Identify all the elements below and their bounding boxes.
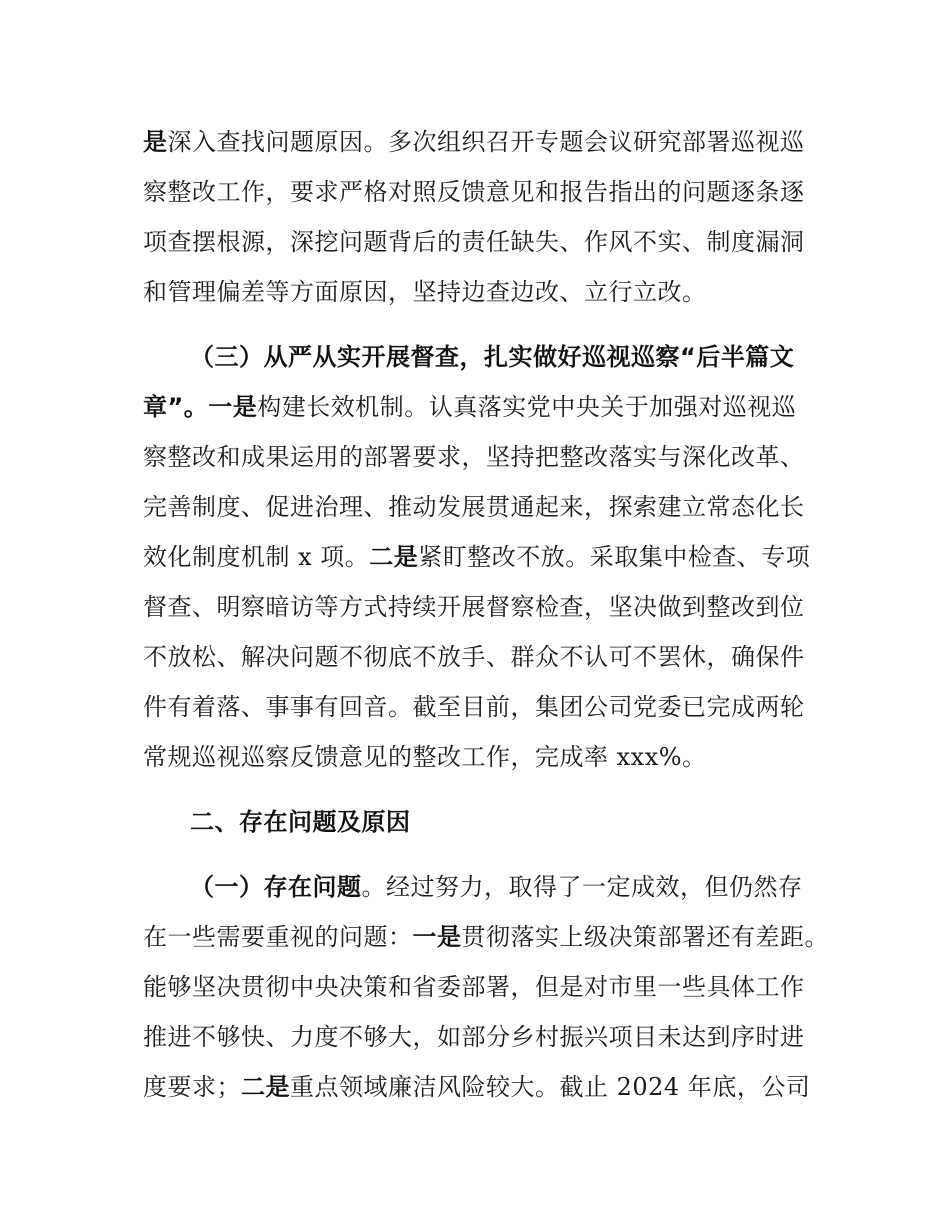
- section-title-line: [190, 802, 411, 842]
- emphasis-text: 二是: [369, 543, 419, 571]
- paragraph-line: [143, 437, 805, 477]
- body-text: 重点领域廉洁风险较大。截止 2024 年底，公司: [290, 1073, 811, 1101]
- body-text: 察整改和成果运用的部署要求，坚持把整改落实与深化改革、: [143, 443, 805, 471]
- paragraph-line: [143, 272, 707, 312]
- emphasis-text: 二是: [241, 1073, 290, 1101]
- body-text: 在一些需要重视的问题：: [143, 923, 413, 951]
- body-text: 推进不够快、力度不够大，如部分乡村振兴项目未达到序时进: [143, 1023, 805, 1051]
- emphasis-text: 章”。一是: [143, 393, 258, 421]
- paragraph-line: [143, 637, 805, 677]
- body-text: 效化制度机制 x 项。: [143, 543, 370, 571]
- body-text: 度要求；: [143, 1073, 241, 1101]
- body-text: 件有着落、事事有回音。截至目前，集团公司党委已完成两轮: [143, 693, 805, 721]
- body-text: 深入查找问题原因。多次组织召开专题会议研究部署巡视巡: [167, 128, 805, 156]
- section-heading: （三）从严从实开展督查，扎实做好巡视巡察“后半篇文: [190, 343, 795, 371]
- section-title: 二、存在问题及原因: [190, 808, 411, 836]
- paragraph-line: [143, 917, 829, 957]
- paragraph-line: [143, 1067, 810, 1107]
- paragraph-line: [143, 687, 805, 727]
- section-heading-line: [190, 337, 794, 377]
- paragraph-line: [143, 737, 707, 777]
- paragraph-line: [143, 1017, 805, 1057]
- paragraph-line: [190, 867, 803, 907]
- paragraph-line: [143, 967, 805, 1007]
- emphasis-text: 是: [143, 128, 168, 156]
- body-text: 项查摆根源，深挖问题背后的责任缺失、作风不实、制度漏洞: [143, 228, 805, 256]
- body-text: 构建长效机制。认真落实党中央关于加强对巡视巡: [257, 393, 797, 421]
- body-text: 察整改工作，要求严格对照反馈意见和报告指出的问题逐条逐: [143, 178, 805, 206]
- paragraph-line: [143, 222, 805, 262]
- paragraph-line: [143, 122, 805, 162]
- body-text: 能够坚决贯彻中央决策和省委部署，但是对市里一些具体工作: [143, 973, 805, 1001]
- subsection-heading: （一）存在问题: [190, 873, 362, 901]
- paragraph-line: [143, 587, 805, 627]
- body-text: 不放松、解决问题不彻底不放手、群众不认可不罢休，确保件: [143, 643, 805, 671]
- body-text: 紧盯整改不放。采取集中检查、专项: [418, 543, 811, 571]
- paragraph-line: [143, 387, 796, 427]
- body-text: 督查、明察暗访等方式持续开展督察检查，坚决做到整改到位: [143, 593, 805, 621]
- body-text: 。经过努力，取得了一定成效，但仍然存: [361, 873, 803, 901]
- paragraph-line: [143, 172, 805, 212]
- body-text: 常规巡视巡察反馈意见的整改工作，完成率 xxx%。: [143, 743, 707, 771]
- emphasis-text: 一是: [412, 923, 462, 951]
- body-text: 完善制度、促进治理、推动发展贯通起来，探索建立常态化长: [143, 493, 805, 521]
- body-text: 和管理偏差等方面原因，坚持边查边改、立行立改。: [143, 278, 707, 306]
- paragraph-line: [143, 537, 810, 577]
- body-text: 贯彻落实上级决策部署还有差距。: [461, 923, 829, 951]
- paragraph-line: [143, 487, 805, 527]
